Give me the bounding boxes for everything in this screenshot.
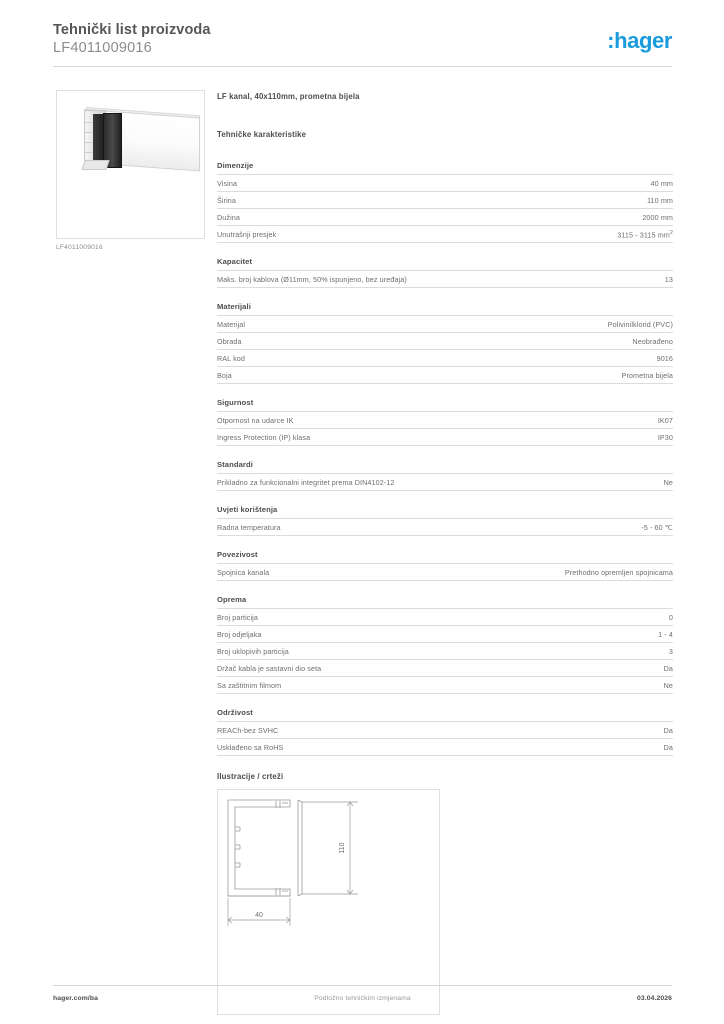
spec-value: Da — [663, 663, 673, 673]
spec-value: Da — [663, 742, 673, 752]
spec-value: Da — [663, 725, 673, 735]
spec-groups — [217, 161, 673, 756]
spec-row — [217, 608, 673, 625]
spec-group-title: Kapacitet — [217, 257, 253, 267]
spec-group — [217, 505, 673, 536]
product-image-box — [56, 90, 205, 239]
specs-heading: Tehničke karakteristike — [217, 130, 307, 139]
header-divider — [53, 66, 672, 67]
spec-value: 2000 mm — [642, 212, 673, 222]
spec-value: Polivinilklorid (PVC) — [607, 319, 673, 329]
spec-row — [217, 473, 673, 491]
spec-group — [217, 708, 673, 756]
spec-label: Obrada — [217, 336, 242, 346]
page-title: Tehnički list proizvoda — [53, 22, 211, 38]
spec-row — [217, 738, 673, 756]
spec-value: IK07 — [657, 415, 673, 425]
spec-group-title: Uvjeti korištenja — [217, 505, 278, 515]
spec-value: 13 — [664, 274, 673, 284]
spec-group-title: Dimenzije — [217, 161, 254, 170]
spec-row — [217, 208, 673, 225]
product-image-caption: LF4011009016 — [56, 244, 103, 251]
spec-label: Maks. broj kablova (Ø11mm, 50% ispunjeno, bez uređaja) — [217, 274, 407, 284]
spec-value: 110 mm — [646, 195, 673, 205]
spec-row — [217, 563, 673, 581]
spec-group-title: Materijali — [217, 302, 251, 312]
spec-row — [217, 225, 673, 243]
footer-website-link[interactable]: hager.com/ba — [53, 995, 99, 1002]
spec-content — [217, 92, 673, 1015]
product-name: LF kanal, 40x110mm, prometna bijela — [217, 92, 360, 101]
spec-group-title: Oprema — [217, 595, 247, 605]
dim-width-label: 40 — [255, 912, 263, 920]
spec-label: Broj uklopivih particija — [217, 646, 289, 656]
spec-value: Prethodno opremljen spojnicama — [564, 567, 673, 577]
spec-label: Držač kabla je sastavni dio seta — [217, 663, 322, 673]
spec-row — [217, 625, 673, 642]
spec-label: Sa zaštitnim filmom — [217, 680, 282, 690]
page-footer — [53, 995, 672, 1009]
spec-label: Broj odjeljaka — [217, 629, 262, 639]
product-photo — [62, 104, 198, 182]
spec-value: IP30 — [657, 432, 673, 442]
cross-section-drawing — [218, 790, 439, 1014]
spec-value: 0 — [668, 612, 673, 622]
illustrations-heading: Ilustracije / crteži — [217, 772, 284, 782]
spec-group — [217, 257, 673, 288]
spec-label: Dužina — [217, 212, 240, 222]
footer-date: 03.04.2026 — [636, 995, 672, 1002]
spec-value: 40 mm — [650, 178, 673, 188]
illustration-box — [217, 789, 440, 1015]
spec-label: Materijal — [217, 319, 246, 329]
spec-value: Ne — [663, 477, 673, 487]
spec-group-title: Standardi — [217, 460, 253, 470]
spec-label: Širina — [217, 195, 236, 205]
spec-row — [217, 270, 673, 288]
page-header — [53, 22, 672, 68]
spec-value: 9016 — [656, 353, 673, 363]
spec-label: Unutrašnji presjek — [217, 229, 277, 239]
spec-group — [217, 398, 673, 446]
spec-group-title: Sigurnost — [217, 398, 254, 408]
spec-label: Boja — [217, 370, 232, 380]
spec-row — [217, 518, 673, 536]
spec-group-title: Povezivost — [217, 550, 258, 560]
spec-value: Neobrađeno — [632, 336, 673, 346]
spec-label: Prikladno za funkcionalni integritet prema DIN4102-12 — [217, 477, 395, 487]
spec-label: Ingress Protection (IP) klasa — [217, 432, 311, 442]
spec-value: 1 - 4 — [658, 629, 673, 639]
spec-label: Radna temperatura — [217, 522, 281, 532]
spec-row — [217, 174, 673, 191]
spec-group — [217, 550, 673, 581]
spec-value-superscript: 2 — [669, 229, 673, 236]
spec-group — [217, 460, 673, 491]
spec-row — [217, 366, 673, 384]
spec-label: Visina — [217, 178, 238, 188]
spec-label: Broj particija — [217, 612, 258, 622]
spec-label: RAL kod — [217, 353, 246, 363]
spec-group — [217, 161, 673, 243]
hager-logo[interactable] — [607, 30, 672, 52]
spec-label: REACh-bez SVHC — [217, 725, 279, 735]
spec-row — [217, 191, 673, 208]
dim-height-label: 110 — [339, 842, 346, 854]
spec-value: -5 - 60 ℃ — [641, 522, 673, 532]
page-reference: LF4011009016 — [53, 40, 152, 56]
footer-disclaimer: Podložno tehničkim izmjenama — [314, 995, 411, 1002]
trunking-base-edge — [81, 160, 109, 170]
spec-row — [217, 659, 673, 676]
spec-row — [217, 315, 673, 332]
spec-group — [217, 595, 673, 694]
spec-label: Spojnica kanala — [217, 567, 270, 577]
footer-divider — [53, 985, 672, 986]
spec-value: Prometna bijela — [621, 370, 673, 380]
spec-group — [217, 302, 673, 384]
spec-label: Otpornost na udarce IK — [217, 415, 294, 425]
spec-row — [217, 721, 673, 738]
spec-row — [217, 642, 673, 659]
spec-row — [217, 411, 673, 428]
logo-text: hager — [614, 28, 672, 53]
spec-group-title: Održivost — [217, 708, 253, 718]
spec-row — [217, 349, 673, 366]
spec-row — [217, 676, 673, 694]
spec-row — [217, 428, 673, 446]
spec-row — [217, 332, 673, 349]
spec-value: Ne — [663, 680, 673, 690]
logo-colon-icon: : — [607, 28, 615, 53]
spec-value: 3 — [668, 646, 673, 656]
spec-value: 3115 - 3115 $mm^2$ — [617, 229, 673, 239]
spec-label: Usklađeno sa RoHS — [217, 742, 284, 752]
